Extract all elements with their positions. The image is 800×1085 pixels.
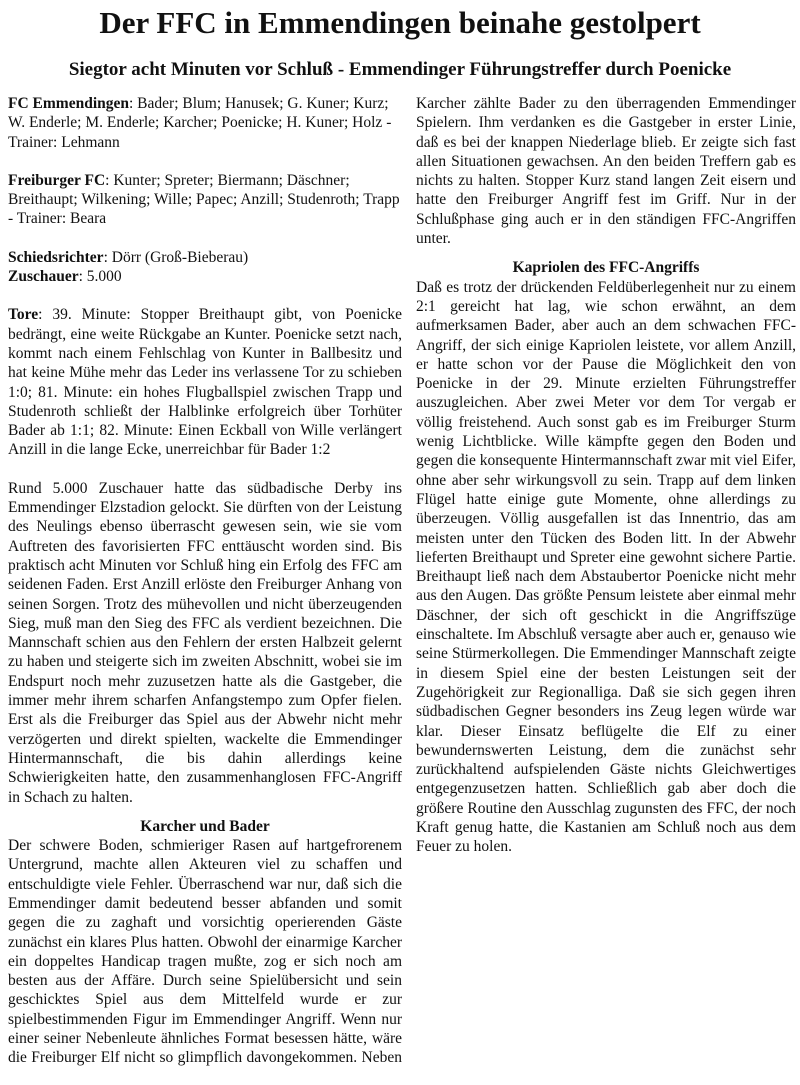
left-column [8,94,402,1068]
home-lineup [8,94,402,152]
away-lineup [8,171,402,229]
section-heading-karcher-bader: Karcher und Bader [140,817,270,835]
referee-text: : Dörr (Groß-Bieberau) [103,248,249,266]
spectators-line [8,267,402,286]
referee-line [8,248,402,267]
right-column [416,94,796,857]
intro-paragraph: Rund 5.000 Zuschauer hatte das südbadische Derby ins Emmendinger Elzstadion gelockt. Sie dürften von der Leistung des Neulings ebenso überrascht gewesen sein, wie sie vom Auftreten des favorisierten FFC enttäuscht worden sind. Bis praktisch acht Minuten vor Schluß hing ein Erfolg des FFC am seidenen Faden. Erst Anzill erlöste den Freiburger Anhang von seinen Sorgen. Trotz des mühevollen und nicht überzeugenden Sieg, muß man den Sieg des FFC als verdient bezeichnen. Die Mannschaft schien aus den Fehlern der ersten Halbzeit gelernt zu haben und steigerte sich im zweiten Abschnitt, wobei sie im Endspurt noch mehr zuzusetzen hatte als die Gastgeber, die immer mehr ihrem scharfen Anfangstempo zum Opfer fielen. Erst als die Freiburger das Spiel aus der Abwehr nicht mehr verzögerten und direkt spielten, wackelte die Emmendinger Hintermannschaft, die bis dahin allerdings keine Schwierigkeiten hatte, den zusammenhanglosen FFC-Angriff in Schach zu halten. [8,479,402,806]
goals-text: : 39. Minute: Stopper Breithaupt gibt, von Poenicke bedrängt, eine weite Rückgabe an Kunter. Poenicke setzt nach, kommt nach einem Fehlschlag von Kunter in Ballbesitz und hat keine Mühe mehr das Leder ins verlassene Tor zu schieben 1:0; 81. Minute: ein hohes Flugballspiel zwischen Trapp und Studenroth schließt der Halblinke erfolgreich über Torhüter Bader ab 1:1; 82. Minute: Einen Eckball von Wille verlängert Anzill in die lange Ecke, unerreichbar für Bader 1:2 [8,306,402,459]
subheadline: Siegtor acht Minuten vor Schluß - Emmendinger Führungstreffer durch Poenicke [68,59,732,80]
referee-label: Schiedsrichter [8,248,104,266]
home-lineup-text: : Bader; Blum; Hanusek; G. Kuner; Kurz; W. Enderle; M. Enderle; Karcher; Poenicke; H. Kuner; Holz - Trainer: Lehmann [8,95,392,151]
section1-paragraph: Der schwere Boden, schmieriger Rasen auf hartgefrorenem Untergrund, machte allen Akteuren viel zu schaffen und entschuldigte viele Fehler. Überraschend war nur, daß sich die Emmendinger damit bedeutend besser abfanden und somit gegen die zu zaghaft und vorsichtig operierenden Gäste zunächst ein klares Plus hatten. Obwohl der einarmige Karcher ein doppeltes Handicap tragen mußte, zog er sich noch am besten aus der Affäre. Durch seine Spielübersicht und sein geschicktes Spiel aus dem Mittelfeld wurde er zur spielbestimmenden Figur im Emmendinger Angriff. Wenn nur einer seiner Nebenleute ähnliches Format besessen hätte, wäre die Freiburger Elf nicht so glimpflich davongekommen. Neben [8,837,402,1067]
section1-paragraph-continued: Karcher zählte Bader zu den überragenden Emmendinger Spielern. Ihm verdanken es die Gastgeber in erster Linie, daß es bei der knappen Niederlage blieb. Er zeigte sich fast allen Situationen gewachsen. An den beiden Treffern gab es nichts zu halten. Stopper Kurz stand langen Zeit eisern und hatte den Freiburger Angriff fest im Griff. Nur in der Schlußphase ging auch er in den ständigen FFC-Angriffen unter. [416,95,796,248]
away-lineup-text: : Kunter; Spreter; Biermann; Däschner; Breithaupt; Wilkening; Wille; Papec; Anzill; Studenroth; Trapp - Trainer: Beara [8,171,400,228]
goals-paragraph [8,305,402,459]
home-team-label: FC Emmendingen [8,95,129,112]
spectators-label: Zuschauer [8,268,79,286]
away-team-label: Freiburger FC [8,171,106,189]
goals-label: Tore [8,306,39,324]
section2-paragraph: Daß es trotz der drückenden Feldüberlegenheit nur zu einem 2:1 gereicht hat lag, wie schon erwähnt, an dem aufmerksamen Bader, aber auch an dem schwachen FFC-Angriff, der sich einige Kapriolen leistete, vor allem Anzill, er hatte schon vor der Pause die Möglichkeit den von Poenicke in der 29. Minute erzielten Führungstreffer auszugleichen. Aber zwei Meter vor dem Tor vergab er völlig freistehend. Auch sonst gab es im Freiburger Sturm wenig Lichtblicke. Wille kämpfte gegen den Boden und gegen die konsequente Hintermannschaft zwar mit viel Eifer, ohne aber sehr wirkungsvoll zu sein. Trapp auf dem linken Flügel hatte einige gute Momente, ohne allerdings zu überzeugen. Völlig ausgefallen ist das Innentrio, das am meisten unter den Tücken des Boden litt. In der Abwehr lieferten Breithaupt und Spreter eine gewohnt sichere Partie. Breithaupt ließ nach dem Abstaubertor Poenicke nicht mehr aus den Augen. Das größte Pensum leistete aber einmal mehr Däschner, der sich oft geschickt in die Angriffszüge einschaltete. Im Abschluß versagte aber auch er, genauso wie seine Stürmerkollegen. Die Emmendinger Mannschaft zeigte in diesem Spiel eine der besten Leistungen seit der Zugehörigkeit zur Regionalliga. Daß sie sich gegen ihren südbadischen Gegner besonders ins Zeug legen würde war klar. Dieser Einsatz beflügelte die Elf zu einer bewundernswerten Leistung, dem die zunächst sehr zurückhaltend aufspielenden Gäste nichts Gleichwertiges entgegenzusetzen hatten. Schließlich gab aber doch die größere Routine den Ausschlag zugunsten des FFC, der noch Kraft genug hatte, die Kastanien am Schluß noch aus dem Feuer zu holen. [416,278,796,856]
section-heading-ffc-angriff: Kapriolen des FFC-Angriffs [512,259,700,277]
spectators-text: : 5.000 [78,268,122,286]
headline: Der FFC in Emmendingen beinahe gestolpert [99,5,701,40]
